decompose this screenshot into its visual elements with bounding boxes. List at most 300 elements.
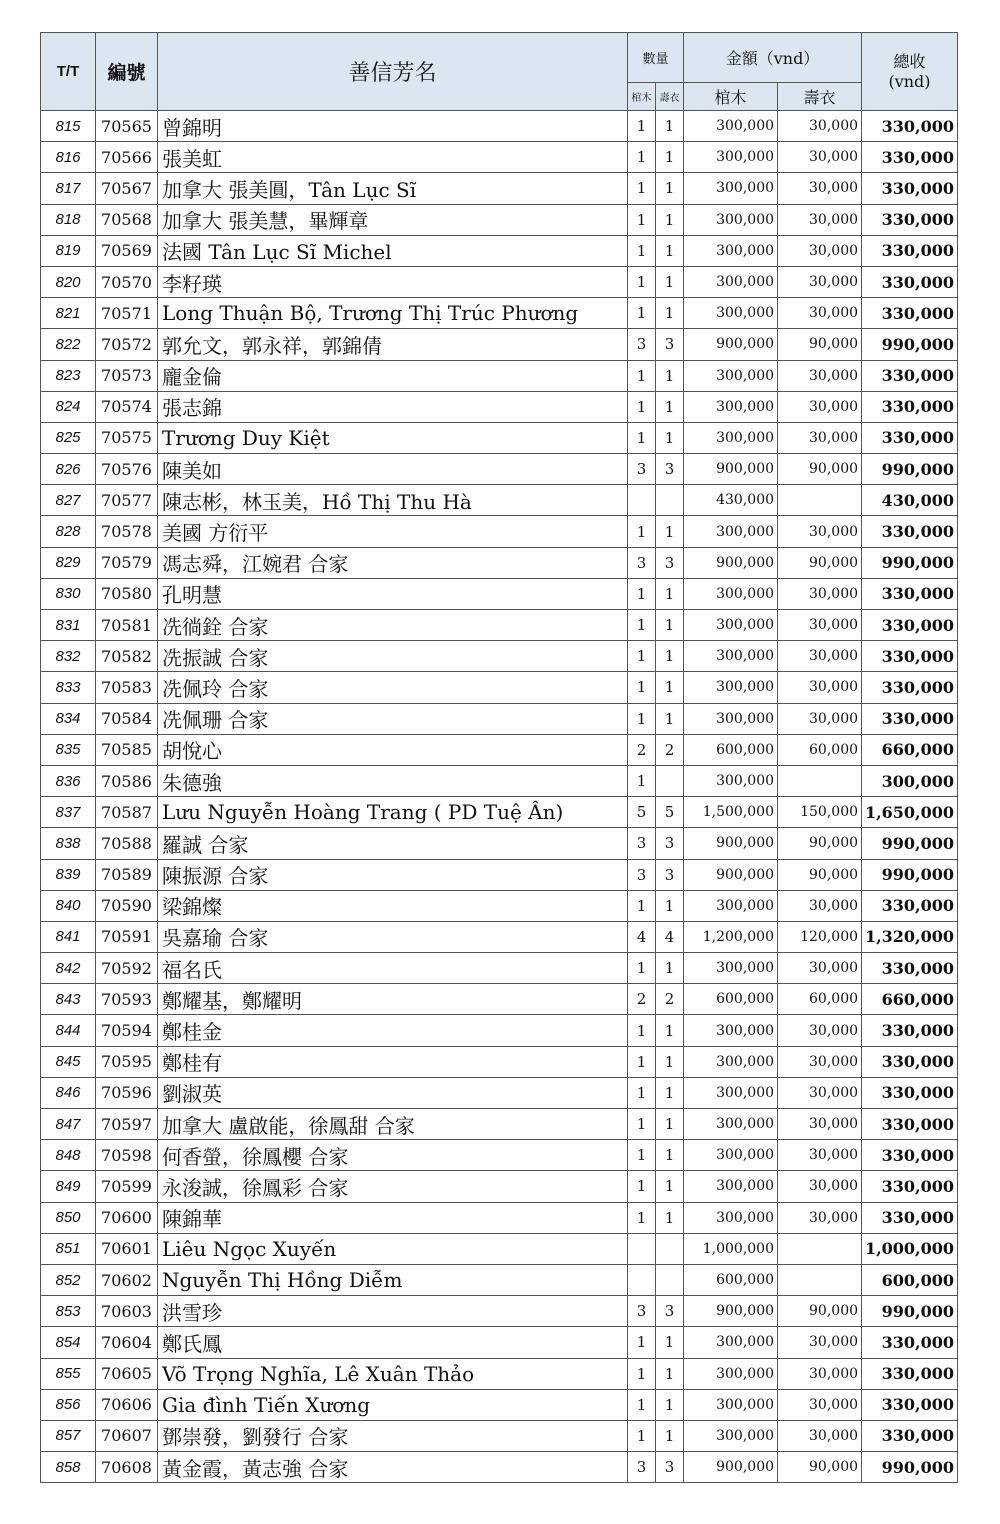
row-number: 839 <box>41 859 96 890</box>
row-amount-coffin: 300,000 <box>684 1140 778 1171</box>
row-name: 張美虹 <box>158 142 628 173</box>
row-id: 70575 <box>96 422 158 453</box>
row-number: 844 <box>41 1015 96 1046</box>
row-id: 70585 <box>96 734 158 765</box>
table-row <box>41 1171 958 1202</box>
row-amount-shroud: 30,000 <box>778 1389 862 1420</box>
row-total: 600,000 <box>862 1264 958 1295</box>
row-qty-shroud: 1 <box>656 1171 684 1202</box>
row-name: 冼佩珊 合家 <box>158 703 628 734</box>
row-amount-coffin: 600,000 <box>684 1264 778 1295</box>
header-qty-shroud: 壽衣 <box>656 83 684 111</box>
table-row <box>41 921 958 952</box>
header-amount-shroud: 壽衣 <box>778 83 862 111</box>
row-id: 70576 <box>96 454 158 485</box>
row-amount-coffin: 300,000 <box>684 298 778 329</box>
table-row <box>41 329 958 360</box>
row-qty-coffin: 1 <box>628 298 656 329</box>
row-qty-shroud: 1 <box>656 1327 684 1358</box>
table-row <box>41 516 958 547</box>
table-row <box>41 1296 958 1327</box>
row-total: 330,000 <box>862 1046 958 1077</box>
row-total: 330,000 <box>862 1140 958 1171</box>
row-amount-coffin: 900,000 <box>684 1452 778 1483</box>
row-number: 831 <box>41 610 96 641</box>
row-id: 70599 <box>96 1171 158 1202</box>
table-row <box>41 298 958 329</box>
row-name: 孔明慧 <box>158 578 628 609</box>
row-name: Long Thuận Bộ, Trương Thị Trúc Phương <box>158 298 628 329</box>
row-total: 330,000 <box>862 1358 958 1389</box>
row-amount-coffin: 300,000 <box>684 391 778 422</box>
row-amount-coffin: 300,000 <box>684 422 778 453</box>
row-id: 70605 <box>96 1358 158 1389</box>
row-id: 70590 <box>96 890 158 921</box>
row-name: 李籽瑛 <box>158 266 628 297</box>
row-number: 847 <box>41 1109 96 1140</box>
row-number: 836 <box>41 765 96 796</box>
row-qty-coffin: 2 <box>628 734 656 765</box>
row-id: 70606 <box>96 1389 158 1420</box>
row-number: 828 <box>41 516 96 547</box>
row-name: 美國 方衍平 <box>158 516 628 547</box>
row-amount-coffin: 1,200,000 <box>684 921 778 952</box>
table-row <box>41 859 958 890</box>
row-amount-shroud: 90,000 <box>778 547 862 578</box>
row-amount-coffin: 300,000 <box>684 953 778 984</box>
row-amount-coffin: 600,000 <box>684 984 778 1015</box>
row-amount-coffin: 300,000 <box>684 703 778 734</box>
row-qty-coffin: 1 <box>628 672 656 703</box>
row-id: 70568 <box>96 204 158 235</box>
row-amount-coffin: 300,000 <box>684 516 778 547</box>
row-qty-shroud: 1 <box>656 890 684 921</box>
row-qty-coffin: 1 <box>628 1109 656 1140</box>
row-name: 鄭耀基，鄭耀明 <box>158 984 628 1015</box>
header-amount: 金額（vnd） <box>684 33 862 83</box>
table-row <box>41 828 958 859</box>
row-amount-shroud: 30,000 <box>778 1358 862 1389</box>
row-amount-shroud: 30,000 <box>778 422 862 453</box>
row-id: 70598 <box>96 1140 158 1171</box>
row-amount-coffin: 300,000 <box>684 765 778 796</box>
row-amount-coffin: 300,000 <box>684 1077 778 1108</box>
row-id: 70600 <box>96 1202 158 1233</box>
row-qty-shroud: 3 <box>656 1296 684 1327</box>
table-row <box>41 422 958 453</box>
row-qty-shroud: 3 <box>656 828 684 859</box>
row-qty-coffin: 1 <box>628 1140 656 1171</box>
row-amount-coffin: 900,000 <box>684 1296 778 1327</box>
row-amount-shroud: 30,000 <box>778 1046 862 1077</box>
table-row <box>41 1327 958 1358</box>
row-number: 830 <box>41 578 96 609</box>
row-qty-coffin: 1 <box>628 204 656 235</box>
row-qty-shroud: 1 <box>656 235 684 266</box>
row-id: 70591 <box>96 921 158 952</box>
row-name: 永浚誠，徐鳳彩 合家 <box>158 1171 628 1202</box>
row-id: 70586 <box>96 765 158 796</box>
row-total: 330,000 <box>862 641 958 672</box>
row-qty-coffin: 3 <box>628 547 656 578</box>
row-total: 330,000 <box>862 516 958 547</box>
row-qty-shroud: 1 <box>656 672 684 703</box>
row-id: 70579 <box>96 547 158 578</box>
row-qty-shroud: 3 <box>656 547 684 578</box>
row-total: 330,000 <box>862 672 958 703</box>
row-total: 330,000 <box>862 266 958 297</box>
row-amount-coffin: 900,000 <box>684 547 778 578</box>
table-row <box>41 1046 958 1077</box>
row-qty-coffin: 1 <box>628 111 656 142</box>
row-qty-coffin: 1 <box>628 235 656 266</box>
table-row <box>41 1077 958 1108</box>
row-total: 330,000 <box>862 1327 958 1358</box>
row-number: 829 <box>41 547 96 578</box>
row-amount-shroud: 30,000 <box>778 1327 862 1358</box>
row-name: Liêu Ngọc Xuyến <box>158 1233 628 1264</box>
row-qty-shroud: 1 <box>656 111 684 142</box>
table-row <box>41 1452 958 1483</box>
row-amount-coffin: 300,000 <box>684 641 778 672</box>
row-qty-coffin <box>628 1264 656 1295</box>
row-id: 70578 <box>96 516 158 547</box>
row-amount-shroud: 90,000 <box>778 859 862 890</box>
row-total: 330,000 <box>862 1171 958 1202</box>
row-total: 300,000 <box>862 765 958 796</box>
row-amount-coffin: 300,000 <box>684 1327 778 1358</box>
row-name: 冼徜銓 合家 <box>158 610 628 641</box>
header-qty-coffin: 棺木 <box>628 83 656 111</box>
row-amount-shroud: 90,000 <box>778 1296 862 1327</box>
row-name: 馮志舜，江婉君 合家 <box>158 547 628 578</box>
row-number: 838 <box>41 828 96 859</box>
table-row <box>41 734 958 765</box>
table-row <box>41 672 958 703</box>
row-amount-shroud: 30,000 <box>778 890 862 921</box>
row-qty-shroud: 1 <box>656 703 684 734</box>
row-name: Nguyễn Thị Hồng Diễm <box>158 1264 628 1295</box>
row-amount-coffin: 300,000 <box>684 1109 778 1140</box>
row-amount-shroud <box>778 1264 862 1295</box>
row-amount-coffin: 300,000 <box>684 1420 778 1451</box>
row-id: 70596 <box>96 1077 158 1108</box>
row-number: 842 <box>41 953 96 984</box>
table-row <box>41 142 958 173</box>
row-total: 990,000 <box>862 1296 958 1327</box>
row-amount-shroud: 30,000 <box>778 1109 862 1140</box>
row-name: 鄧崇發，劉發行 合家 <box>158 1420 628 1451</box>
row-name: 陳錦華 <box>158 1202 628 1233</box>
row-id: 70565 <box>96 111 158 142</box>
row-qty-coffin: 1 <box>628 391 656 422</box>
row-qty-coffin: 1 <box>628 953 656 984</box>
row-name: Gia đình Tiến Xương <box>158 1389 628 1420</box>
table-row <box>41 984 958 1015</box>
row-amount-shroud: 30,000 <box>778 391 862 422</box>
row-qty-shroud: 1 <box>656 173 684 204</box>
table-row <box>41 485 958 516</box>
row-id: 70602 <box>96 1264 158 1295</box>
table-row <box>41 111 958 142</box>
row-id: 70592 <box>96 953 158 984</box>
row-qty-shroud: 1 <box>656 1202 684 1233</box>
table-row <box>41 610 958 641</box>
row-name: Trương Duy Kiệt <box>158 422 628 453</box>
row-name: 梁錦燦 <box>158 890 628 921</box>
row-id: 70595 <box>96 1046 158 1077</box>
row-amount-coffin: 1,500,000 <box>684 797 778 828</box>
table-row <box>41 641 958 672</box>
row-number: 820 <box>41 266 96 297</box>
row-number: 823 <box>41 360 96 391</box>
row-total: 330,000 <box>862 298 958 329</box>
row-amount-coffin: 300,000 <box>684 204 778 235</box>
row-qty-shroud: 1 <box>656 391 684 422</box>
row-qty-coffin: 1 <box>628 578 656 609</box>
row-qty-coffin: 1 <box>628 360 656 391</box>
row-amount-coffin: 300,000 <box>684 235 778 266</box>
row-id: 70593 <box>96 984 158 1015</box>
row-amount-coffin: 900,000 <box>684 454 778 485</box>
row-number: 848 <box>41 1140 96 1171</box>
row-qty-coffin: 3 <box>628 1296 656 1327</box>
row-amount-coffin: 300,000 <box>684 1202 778 1233</box>
header-total-unit: (vnd) <box>888 71 931 91</box>
row-qty-coffin: 1 <box>628 173 656 204</box>
table-row <box>41 1420 958 1451</box>
row-id: 70597 <box>96 1109 158 1140</box>
row-amount-coffin: 600,000 <box>684 734 778 765</box>
row-amount-coffin: 430,000 <box>684 485 778 516</box>
row-qty-shroud: 1 <box>656 204 684 235</box>
row-name: 朱德強 <box>158 765 628 796</box>
row-name: 黃金霞，黃志強 合家 <box>158 1452 628 1483</box>
row-amount-coffin: 300,000 <box>684 672 778 703</box>
header-total-label: 總收 <box>893 51 926 71</box>
table-row <box>41 235 958 266</box>
row-total: 330,000 <box>862 890 958 921</box>
row-number: 834 <box>41 703 96 734</box>
row-number: 816 <box>41 142 96 173</box>
row-qty-shroud: 3 <box>656 454 684 485</box>
row-amount-coffin: 900,000 <box>684 828 778 859</box>
row-qty-coffin: 1 <box>628 1171 656 1202</box>
table-row <box>41 1264 958 1295</box>
row-name: Lưu Nguyễn Hoàng Trang ( PD Tuệ Ân) <box>158 797 628 828</box>
row-qty-coffin: 1 <box>628 266 656 297</box>
row-name: 冼振誠 合家 <box>158 641 628 672</box>
row-qty-coffin: 3 <box>628 454 656 485</box>
row-id: 70607 <box>96 1420 158 1451</box>
row-name: 加拿大 張美慧，畢輝章 <box>158 204 628 235</box>
row-id: 70604 <box>96 1327 158 1358</box>
row-name: 法國 Tân Lục Sĩ Michel <box>158 235 628 266</box>
row-qty-coffin <box>628 485 656 516</box>
row-id: 70572 <box>96 329 158 360</box>
row-amount-shroud <box>778 765 862 796</box>
row-qty-shroud: 1 <box>656 516 684 547</box>
row-number: 826 <box>41 454 96 485</box>
table-row <box>41 360 958 391</box>
row-amount-shroud: 90,000 <box>778 828 862 859</box>
row-qty-shroud: 4 <box>656 921 684 952</box>
row-name: 陳美如 <box>158 454 628 485</box>
row-total: 430,000 <box>862 485 958 516</box>
row-amount-shroud: 150,000 <box>778 797 862 828</box>
row-amount-coffin: 300,000 <box>684 1389 778 1420</box>
row-amount-coffin: 900,000 <box>684 329 778 360</box>
row-qty-shroud <box>656 1264 684 1295</box>
row-amount-shroud: 30,000 <box>778 298 862 329</box>
row-number: 821 <box>41 298 96 329</box>
row-id: 70577 <box>96 485 158 516</box>
table-row <box>41 1015 958 1046</box>
row-qty-shroud: 1 <box>656 578 684 609</box>
table-row <box>41 173 958 204</box>
row-qty-coffin: 1 <box>628 890 656 921</box>
row-amount-coffin: 300,000 <box>684 360 778 391</box>
row-qty-coffin: 1 <box>628 765 656 796</box>
row-name: 龐金倫 <box>158 360 628 391</box>
table-row <box>41 890 958 921</box>
row-name: 鄭氏鳳 <box>158 1327 628 1358</box>
row-qty-shroud: 3 <box>656 1452 684 1483</box>
row-number: 843 <box>41 984 96 1015</box>
row-name: 陳志彬，林玉美，Hồ Thị Thu Hà <box>158 485 628 516</box>
row-name: 鄭桂有 <box>158 1046 628 1077</box>
row-total: 330,000 <box>862 610 958 641</box>
table-header <box>41 33 958 111</box>
donation-table <box>40 32 958 1483</box>
row-qty-shroud: 3 <box>656 859 684 890</box>
row-qty-coffin: 2 <box>628 984 656 1015</box>
row-qty-shroud: 2 <box>656 734 684 765</box>
row-qty-coffin: 1 <box>628 1358 656 1389</box>
row-amount-coffin: 300,000 <box>684 610 778 641</box>
row-id: 70584 <box>96 703 158 734</box>
row-amount-coffin: 300,000 <box>684 111 778 142</box>
row-total: 330,000 <box>862 111 958 142</box>
row-id: 70567 <box>96 173 158 204</box>
row-qty-shroud <box>656 485 684 516</box>
row-amount-shroud: 30,000 <box>778 953 862 984</box>
row-qty-shroud <box>656 1233 684 1264</box>
table-row <box>41 391 958 422</box>
table-row <box>41 204 958 235</box>
row-qty-coffin: 1 <box>628 1202 656 1233</box>
table-row <box>41 1202 958 1233</box>
row-number: 817 <box>41 173 96 204</box>
row-amount-shroud: 30,000 <box>778 360 862 391</box>
table-row <box>41 1358 958 1389</box>
row-total: 990,000 <box>862 859 958 890</box>
row-qty-coffin: 1 <box>628 422 656 453</box>
row-qty-shroud: 1 <box>656 953 684 984</box>
row-number: 835 <box>41 734 96 765</box>
row-amount-shroud: 30,000 <box>778 1077 862 1108</box>
table-row <box>41 1233 958 1264</box>
row-name: 胡悅心 <box>158 734 628 765</box>
row-qty-coffin: 3 <box>628 1452 656 1483</box>
row-number: 837 <box>41 797 96 828</box>
row-number: 840 <box>41 890 96 921</box>
row-qty-coffin <box>628 1233 656 1264</box>
row-amount-shroud <box>778 485 862 516</box>
row-total: 990,000 <box>862 329 958 360</box>
row-qty-shroud: 1 <box>656 422 684 453</box>
row-total: 330,000 <box>862 703 958 734</box>
header-quantity: 數量 <box>628 33 684 83</box>
row-number: 852 <box>41 1264 96 1295</box>
row-qty-coffin: 1 <box>628 1077 656 1108</box>
row-name: 張志錦 <box>158 391 628 422</box>
table-row <box>41 1389 958 1420</box>
row-amount-shroud: 30,000 <box>778 111 862 142</box>
table-row <box>41 1140 958 1171</box>
row-name: 曾錦明 <box>158 111 628 142</box>
row-number: 851 <box>41 1233 96 1264</box>
table-row <box>41 454 958 485</box>
row-qty-coffin: 1 <box>628 610 656 641</box>
row-amount-shroud: 90,000 <box>778 329 862 360</box>
row-total: 990,000 <box>862 454 958 485</box>
row-qty-coffin: 4 <box>628 921 656 952</box>
row-amount-shroud: 30,000 <box>778 672 862 703</box>
row-id: 70574 <box>96 391 158 422</box>
row-qty-shroud: 3 <box>656 329 684 360</box>
row-amount-coffin: 900,000 <box>684 859 778 890</box>
row-amount-shroud: 30,000 <box>778 610 862 641</box>
row-id: 70573 <box>96 360 158 391</box>
row-number: 846 <box>41 1077 96 1108</box>
row-name: 劉淑英 <box>158 1077 628 1108</box>
row-amount-coffin: 300,000 <box>684 266 778 297</box>
row-amount-coffin: 1,000,000 <box>684 1233 778 1264</box>
table-row <box>41 578 958 609</box>
table-row <box>41 797 958 828</box>
row-total: 990,000 <box>862 828 958 859</box>
row-number: 822 <box>41 329 96 360</box>
row-qty-shroud: 1 <box>656 142 684 173</box>
row-id: 70570 <box>96 266 158 297</box>
row-name: 福名氏 <box>158 953 628 984</box>
row-name: 陳振源 合家 <box>158 859 628 890</box>
row-total: 330,000 <box>862 391 958 422</box>
row-id: 70601 <box>96 1233 158 1264</box>
row-id: 70571 <box>96 298 158 329</box>
row-qty-shroud: 1 <box>656 1420 684 1451</box>
row-id: 70569 <box>96 235 158 266</box>
row-amount-shroud: 30,000 <box>778 1202 862 1233</box>
row-id: 70589 <box>96 859 158 890</box>
row-id: 70566 <box>96 142 158 173</box>
table-row <box>41 765 958 796</box>
row-amount-shroud: 30,000 <box>778 1015 862 1046</box>
row-qty-coffin: 1 <box>628 641 656 672</box>
row-amount-coffin: 300,000 <box>684 578 778 609</box>
row-amount-shroud: 30,000 <box>778 173 862 204</box>
row-amount-coffin: 300,000 <box>684 1015 778 1046</box>
row-qty-shroud: 1 <box>656 641 684 672</box>
row-number: 853 <box>41 1296 96 1327</box>
row-total: 330,000 <box>862 235 958 266</box>
row-number: 818 <box>41 204 96 235</box>
row-amount-shroud: 60,000 <box>778 984 862 1015</box>
row-amount-coffin: 300,000 <box>684 142 778 173</box>
row-amount-shroud: 30,000 <box>778 235 862 266</box>
row-amount-shroud: 30,000 <box>778 641 862 672</box>
